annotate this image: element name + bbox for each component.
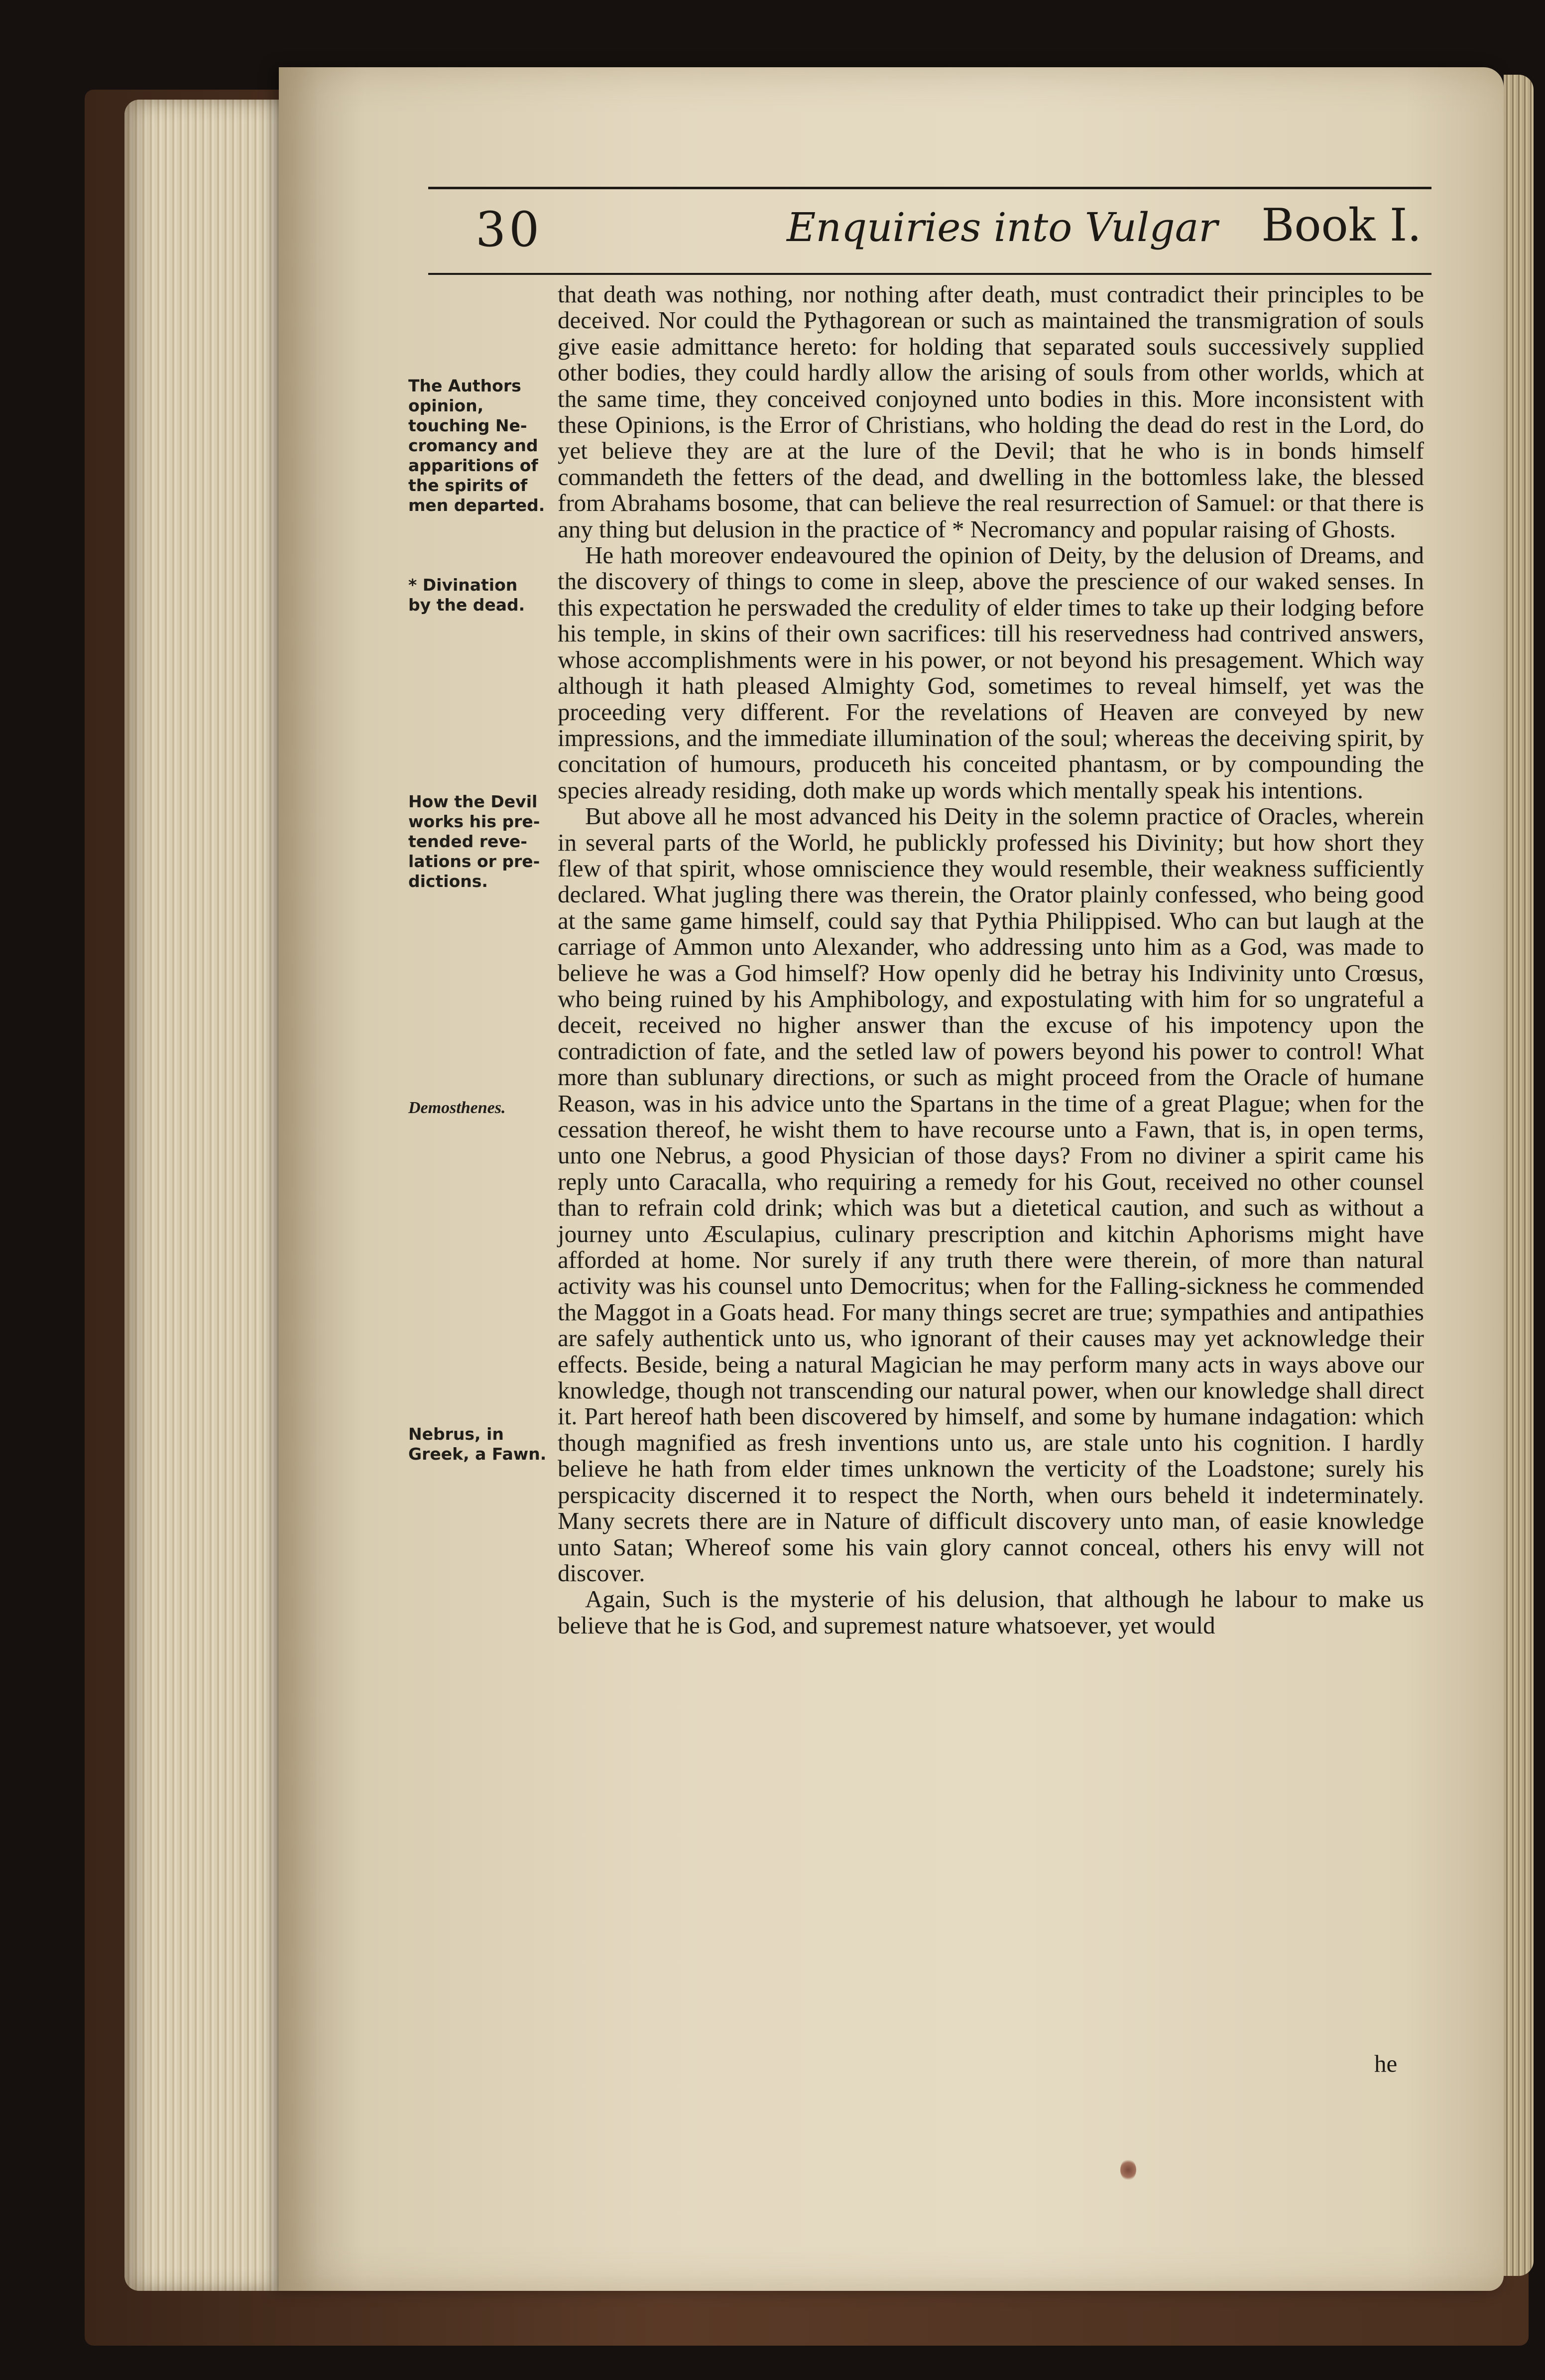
catchword: he <box>1374 2050 1398 2077</box>
paragraph: Again, Such is the mysterie of his delusion, that although he labour to make us believe that he is God, and supremest nature whatsoever, yet would <box>558 1585 1424 1639</box>
page-edges-right <box>1504 75 1534 2276</box>
margin-note: The Authors opinion, touching Ne- cromancy and apparitions of the spirits of men departed. <box>408 376 545 515</box>
paragraph: that death was nothing, nor nothing after death, must contradict their principles to be deceived. Nor could the Pythagorean or such as maintained the transmigration of souls give easie admittance hereto: for holding that separated souls successively supplied other bodies, they could hardly allow the arising of souls from other worlds, which at the same time, they conceived conjoyned unto bodies in this. More inconsistent with these Opinions, is the Error of Christians, who holding the dead do rest in the Lord, do yet believe they are at the lure of the Devil; that he who is in bonds himself commandeth the fetters of the dead, and dwelling in the bottomless lake, the blessed from Abrahams bosome, that can believe the real resurrection of Samuel: or that there is any thing but delusion in the practice of * Necromancy and popular raising of Ghosts. <box>558 280 1424 543</box>
paragraph: But above all he most advanced his Deity in the solemn practice of Oracles, wherein in several parts of the World, he publickly professed his Divinity; but how short they flew of that spirit, whose omniscience they would resemble, their weakness sufficiently declared. What jugling there was therein, the Orator plainly confessed, who being good at the same game himself, could say that Pythia Philippised. Who can but laugh at the carriage of Ammon unto Alexander, who addressing unto him as a God, was made to believe he was a God himself? How openly did he betray his Indivinity unto Crœsus, who being ruined by his Amphibology, and expostulating with him for so ungrateful a deceit, received no higher answer than the excuse of his impotency upon the contradiction of fate, and the setled law of powers beyond his power to control! What more than sublunary directions, or such as might proceed from the Oracle of humane Reason, was in his advice unto the Spartans in the time of a great Plague; when for the cessation thereof, he wisht them to have recourse unto a Fawn, that is, in open terms, unto one Nebrus, a good Physician of those days? From no diviner a spirit came his reply unto Caracalla, who requiring a remedy for his Gout, received no other counsel than to refrain cold drink; which was but a dietetical caution, and such as without a journey unto Æsculapius, culinary prescription and kitchin Aphorisms might have afforded at home. Nor surely if any truth there were therein, of more than natural activity was his counsel unto Democritus; when for the Falling-sickness he commended the Maggot in a Goats head. For many things secret are true; sympathies and antipathies are safely authentick unto us, who ignorant of their causes may yet acknowledge their effects. Beside, being a natural Magician he may perform many acts in ways above our knowledge, though not transcending our natural power, when our knowledge shall direct it. Part hereof hath been discovered by himself, and some by humane indagation: which though magnified as fresh inventions unto us, are stale unto his cognition. I hardly believe he hath from elder times unknown the verticity of the Loadstone; surely his perspicacity discerned it to respect the North, when ours beheld it indeterminately. Many secrets there are in Nature of difficult discovery unto man, of easie knowledge unto Satan; Whereof some his vain glory cannot conceal, others his envy will not discover. <box>558 802 1424 1587</box>
margin-note: * Divination by the dead. <box>408 575 525 615</box>
ink-smudge <box>1120 2159 1136 2181</box>
running-title: Enquiries into Vulgar <box>787 204 1218 251</box>
paragraph: He hath moreover endeavoured the opinion of Deity, by the delusion of Dreams, and the discovery of things to come in sleep, above the prescience of our waked senses. In this expectation he perswaded the credulity of elder times to take up their lodging before his temple, in skins of their own sacrifices: till his reservedness had contrived answers, whose accomplishments were in his power, or not beyond his presagement. Which way although it hath pleased Almighty God, sometimes to reveal himself, yet was the proceeding very different. For the revelations of Heaven are conveyed by new impressions, and the immediate illumination of the soul; whereas the deceiving spirit, by concitation of humours, produceth his conceited phantasm, or by compounding the species already residing, doth make up words which mentally speak his intentions. <box>558 541 1424 804</box>
margin-notes <box>408 376 548 1521</box>
page-edges-left <box>124 100 304 2291</box>
margin-note: How the Devil works his pre- tended reve- lations or pre- dictions. <box>408 792 540 891</box>
running-head <box>428 192 1431 266</box>
book-label: Book I. <box>1261 199 1422 251</box>
top-rule <box>428 187 1431 189</box>
body-text <box>558 281 1424 2298</box>
page-number: 30 <box>475 202 543 257</box>
margin-note: Nebrus, in Greek, a Fawn. <box>408 1424 547 1464</box>
margin-note: Demosthenes. <box>408 1099 506 1117</box>
head-rule <box>428 273 1431 275</box>
